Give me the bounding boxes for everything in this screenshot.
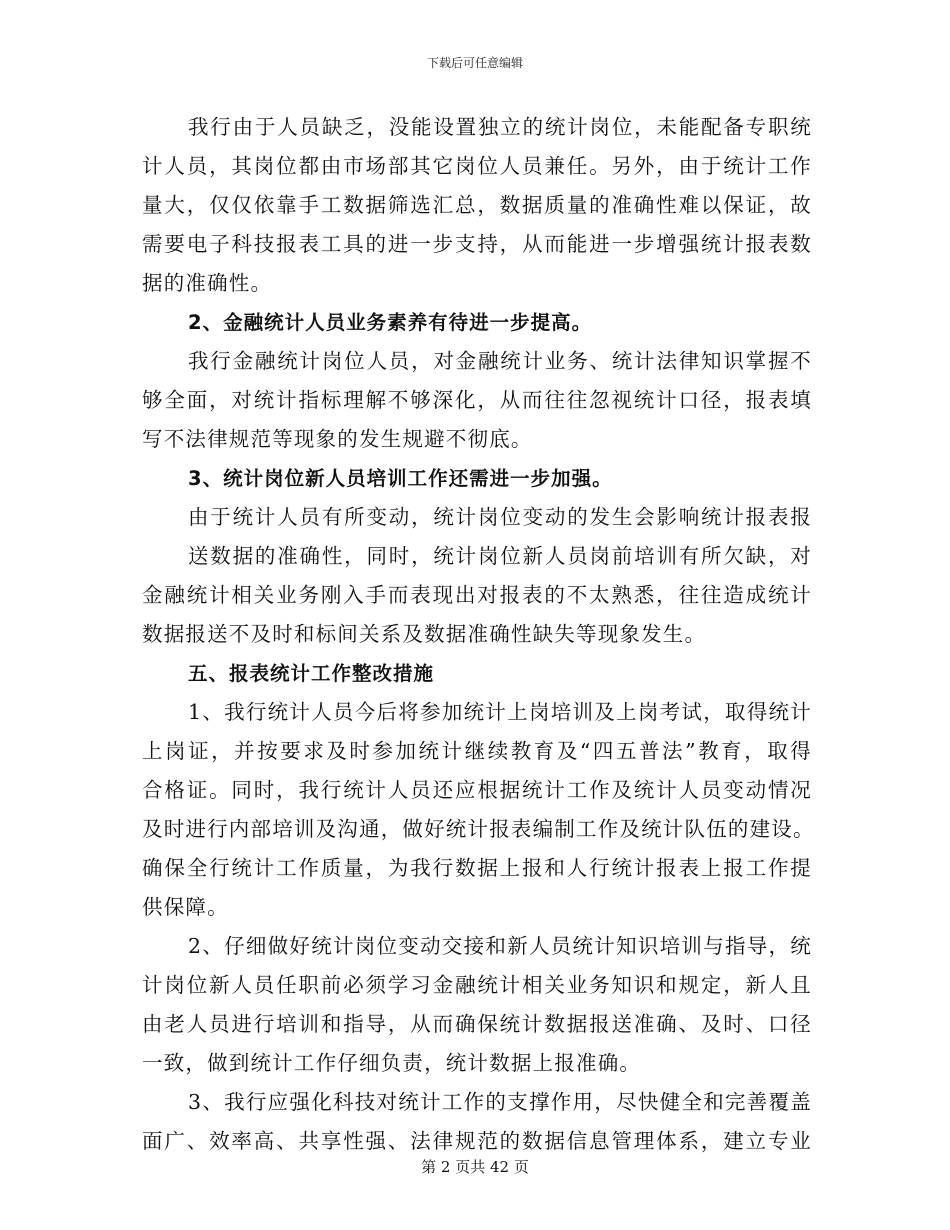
paragraph-line: 合格证。同时，我行统计人员还应根据统计工作及统计人员变动情况: [142, 778, 812, 802]
paragraph-line: 一致，做到统计工作仔细负责，统计数据上报准确。: [142, 1051, 642, 1075]
paragraph-line: 我行金融统计岗位人员，对金融统计业务、统计法律知识掌握不: [188, 349, 812, 373]
paragraph-line: 确保全行统计工作质量，为我行数据上报和人行统计报表上报工作提: [142, 856, 812, 880]
paragraph-line: 3、我行应强化科技对统计工作的支撑作用，尽快健全和完善覆盖: [188, 1090, 812, 1114]
section-heading: 2、金融统计人员业务素养有待进一步提高。: [188, 311, 593, 334]
paragraph-line: 据的准确性。: [142, 271, 273, 295]
paragraph-line: 1、我行统计人员今后将参加统计上岗培训及上岗考试，取得统计: [188, 700, 812, 724]
paragraph-line: 写不法律规范等现象的发生规避不彻底。: [142, 427, 533, 451]
section-heading: 3、统计岗位新人员培训工作还需进一步加强。: [188, 467, 613, 490]
paragraph-line: 数据报送不及时和标间关系及数据准确性缺失等现象发生。: [142, 622, 707, 646]
paragraph-line: 上岗证，并按要求及时参加统计继续教育及“四五普法”教育，取得: [142, 739, 812, 763]
paragraph-line: 计岗位新人员任职前必须学习金融统计相关业务知识和规定，新人且: [142, 973, 812, 997]
paragraph-line: 量大，仅仅依靠手工数据筛选汇总，数据质量的准确性难以保证，故: [142, 193, 812, 217]
paragraph-line: 由老人员进行培训和指导，从而确保统计数据报送准确、及时、口径: [142, 1012, 812, 1036]
paragraph-line: 供保障。: [142, 895, 229, 919]
paragraph-line: 我行由于人员缺乏，没能设置独立的统计岗位，未能配备专职统: [188, 115, 812, 139]
paragraph-line: 计人员，其岗位都由市场部其它岗位人员兼任。另外，由于统计工作: [142, 154, 812, 178]
paragraph-line: 2、仔细做好统计岗位变动交接和新人员统计知识培训与指导，统: [188, 934, 812, 958]
paragraph-line: 金融统计相关业务刚入手而表现出对报表的不太熟悉，往往造成统计: [142, 583, 812, 607]
section-heading: 五、报表统计工作整改措施: [188, 662, 435, 685]
paragraph-line: 够全面，对统计指标理解不够深化，从而往往忽视统计口径，报表填: [142, 388, 812, 412]
paragraph-line: 及时进行内部培训及沟通，做好统计报表编制工作及统计队伍的建设。: [142, 817, 815, 841]
header-note: 下载后可任意编辑: [426, 56, 523, 70]
paragraph-line: 由于统计人员有所变动，统计岗位变动的发生会影响统计报表报: [188, 505, 812, 529]
page-number: 第 2 页共 42 页: [421, 1158, 529, 1176]
paragraph-line: 面广、效率高、共享性强、法律规范的数据信息管理体系，建立专业: [142, 1129, 812, 1153]
paragraph-line: 需要电子科技报表工具的进一步支持，从而能进一步增强统计报表数: [142, 232, 812, 256]
paragraph-line: 送数据的准确性，同时，统计岗位新人员岗前培训有所欠缺，对: [188, 544, 812, 568]
document-body: [142, 108, 815, 1161]
